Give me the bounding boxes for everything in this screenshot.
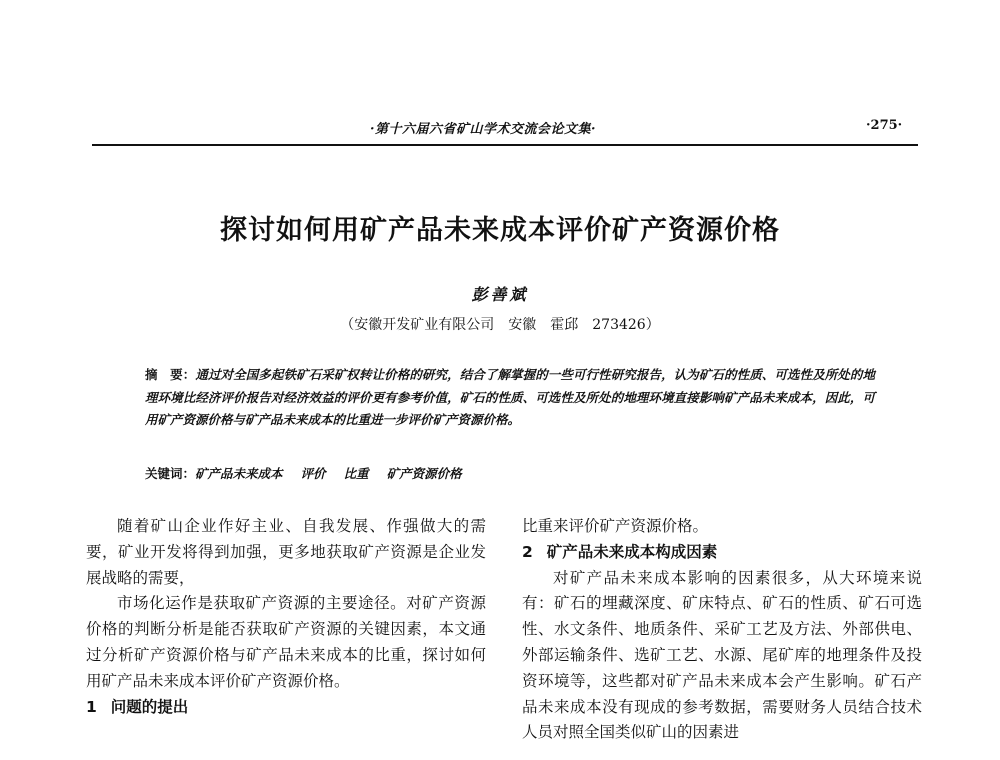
body-paragraph: 比重来评价矿产资源价格。 xyxy=(522,517,709,535)
keyword: 矿产资源价格 xyxy=(386,466,462,481)
abstract-label: 摘 要： xyxy=(145,367,196,382)
body-paragraph: 市场化运作是获取矿产资源的主要途径。对矿产资源价格的判断分析是能否获取矿产资源的关键因素，本文通过分析矿产资源价格与矿产品未来成本的比重，探讨如何用矿产品未来成本评价矿产资源价格。 xyxy=(86,594,486,690)
author-name: 彭善斌 xyxy=(471,285,529,304)
section-title: 矿产品未来成本构成因素 xyxy=(546,542,718,561)
paper-title: 探讨如何用矿产品未来成本评价矿产资源价格 xyxy=(220,215,780,246)
body-column-left xyxy=(86,514,486,720)
section-heading xyxy=(86,695,486,721)
author-affiliation: （安徽开发矿业有限公司 安徽 霍邱 273426） xyxy=(340,317,660,333)
body-paragraph: 对矿产品未来成本影响的因素很多，从大环境来说有：矿石的埋藏深度、矿床特点、矿石的性质、矿石可选性、水文条件、地质条件、采矿工艺及方法、外部供电、外部运输条件、选矿工艺、水源、尾矿库的地理条件及投资环境等，这些都对矿产品未来成本会产生影响。矿石产品未来成本没有现成的参考数据，需要财务人员结合技术人员对照全国类似矿山的因素进 xyxy=(522,568,922,742)
section-heading xyxy=(522,540,922,566)
header-rule xyxy=(92,144,918,146)
page-number: ·275· xyxy=(866,118,903,133)
keyword: 比重 xyxy=(343,466,369,481)
running-head: ·第十六届六省矿山学术交流会论文集· xyxy=(370,122,597,137)
keyword: 评价 xyxy=(300,466,326,481)
body-column-right xyxy=(522,514,922,746)
section-number: 2 xyxy=(522,542,533,561)
section-title: 问题的提出 xyxy=(110,697,189,716)
abstract xyxy=(145,364,875,432)
abstract-text: 通过对全国多起铁矿石采矿权转让价格的研究，结合了解掌握的一些可行性研究报告，认为矿石的性质、可选性及所处的地理环境比经济评价报告对经济效益的评价更有参考价值，矿石的性质、可选性及所处的地理环境直接影响矿产品未来成本，因此，可用矿产资源价格与矿产品未来成本的比重进一步评价矿产资源价格。 xyxy=(145,367,875,427)
body-paragraph: 随着矿山企业作好主业、自我发展、作强做大的需要，矿业开发将得到加强，更多地获取矿产资源是企业发展战略的需要， xyxy=(86,517,486,587)
keywords-label: 关键词： xyxy=(145,466,196,481)
section-number: 1 xyxy=(86,697,97,716)
keywords xyxy=(145,464,480,482)
keyword: 矿产品未来成本 xyxy=(195,466,283,481)
